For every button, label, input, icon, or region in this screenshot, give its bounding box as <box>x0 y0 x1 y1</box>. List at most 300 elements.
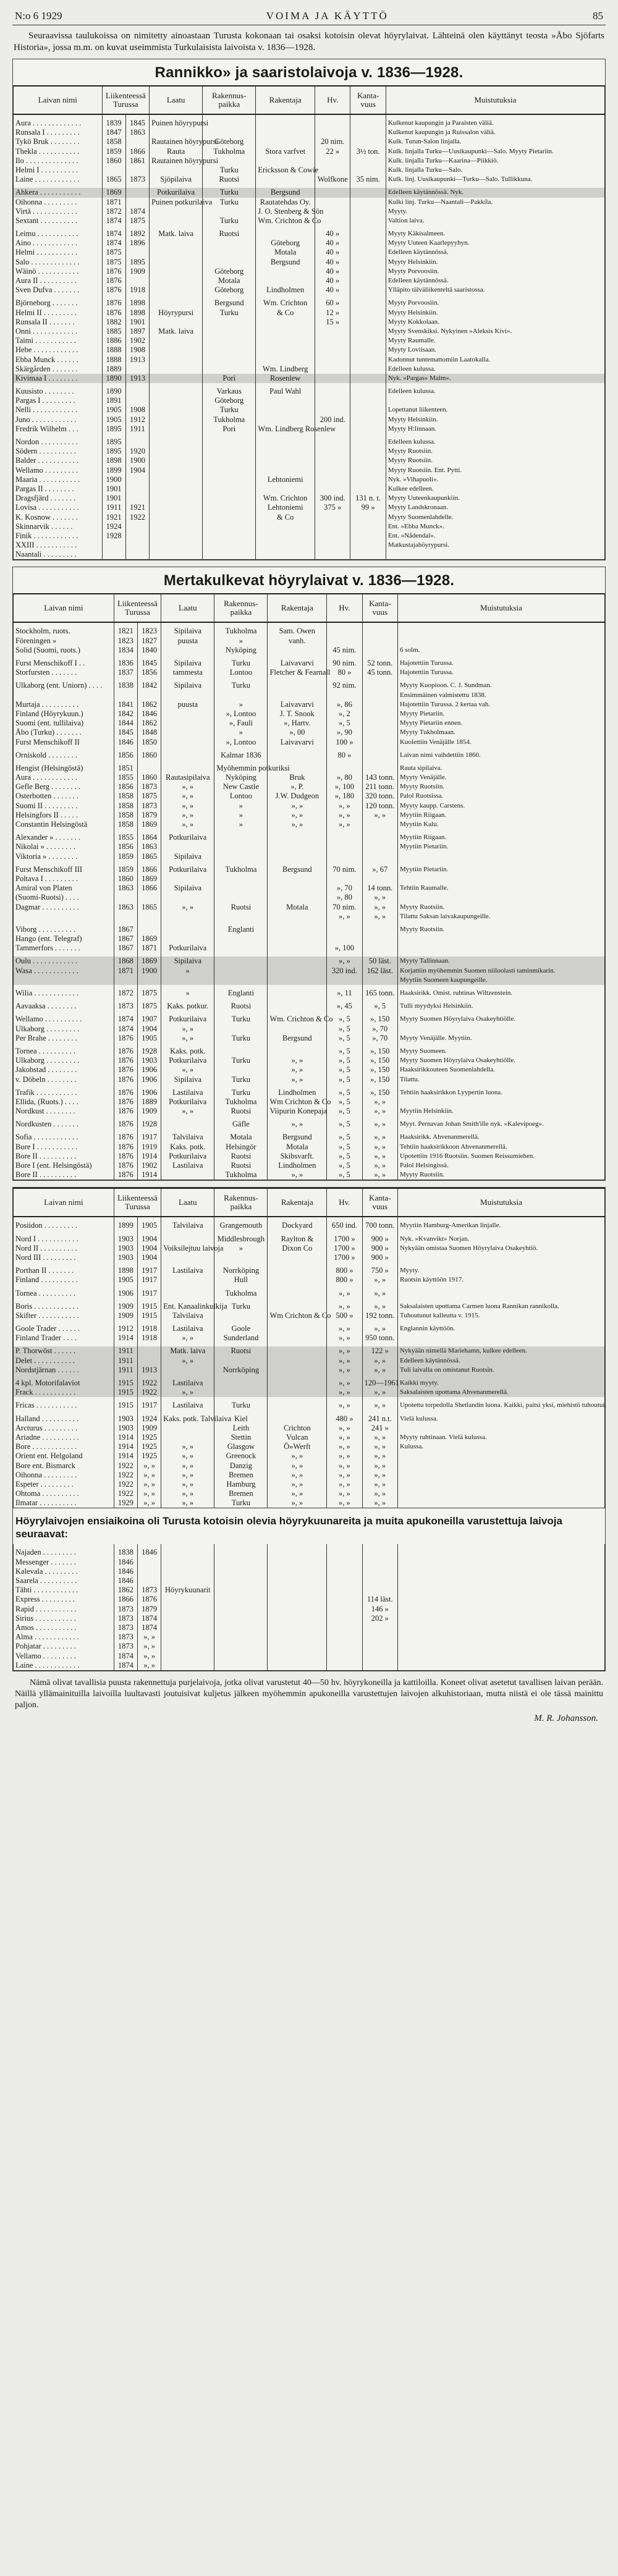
table-cell: », » <box>362 1489 397 1498</box>
table-row <box>14 239 605 248</box>
table-cell <box>268 1324 327 1333</box>
table-cell: 1856 <box>114 842 137 851</box>
remarks-cell: Myyty Ruotsiin. <box>397 903 604 912</box>
table-cell: 99 » <box>350 503 386 512</box>
table-cell <box>203 531 256 541</box>
table-cell: Motala <box>268 903 327 912</box>
table-cell <box>203 365 256 374</box>
ship-name-cell: Furst Menschikoff II <box>14 738 114 747</box>
table-cell: 1904 <box>137 1024 161 1034</box>
table-cell <box>150 466 203 475</box>
table-cell: 1876 <box>114 1097 137 1107</box>
ship-name-cell: Leimu . . . . . . . . . . . <box>14 229 103 239</box>
table-cell: », 5 <box>327 1120 362 1129</box>
table-cell <box>161 976 214 985</box>
table-cell <box>268 842 327 851</box>
table-cell: 1922 <box>125 513 149 522</box>
remarks-cell: Myytiin Riigaan. <box>397 811 604 820</box>
table-cell: 1844 <box>114 719 137 728</box>
remarks-cell: Englannin käyttöön. <box>397 1324 604 1333</box>
table-cell: Bergsund <box>256 258 315 267</box>
table-cell <box>256 447 315 456</box>
table-cell: 20 nim. <box>315 137 350 146</box>
table-cell: Ent. Kanaalinkulkija <box>161 1302 214 1311</box>
table-cell: Wm. Lindberg Rosenlew <box>256 424 315 434</box>
table-cell <box>268 1356 327 1366</box>
table-cell <box>327 925 362 934</box>
table-cell: », 5 <box>327 1075 362 1084</box>
remarks-cell <box>397 1461 604 1471</box>
table-cell <box>256 396 315 405</box>
table-cell <box>125 137 149 146</box>
table-row <box>14 1388 605 1397</box>
table-cell: 1903 <box>114 1235 137 1244</box>
table-cell: Motala <box>203 276 256 285</box>
table-row <box>14 622 605 627</box>
remarks-cell: Laivan nimi vaihdettiin 1860. <box>397 751 604 760</box>
table-cell <box>268 1366 327 1375</box>
table-cell <box>315 405 350 415</box>
remarks-cell: Myyty Suomen Höyrylaiva Osakeyhtiölle. <box>397 1015 604 1024</box>
table-cell: 1863 <box>114 884 137 893</box>
table-cell <box>114 1217 137 1221</box>
table-cell <box>362 874 397 884</box>
table-cell: », 80 <box>327 893 362 902</box>
table-cell <box>125 531 149 541</box>
table-cell: 1845 <box>137 659 161 668</box>
ship-name-cell <box>14 114 103 119</box>
table-cell: », » <box>137 1480 161 1489</box>
table-cell: 1876 <box>114 1120 137 1129</box>
table-cell <box>315 550 350 560</box>
table-cell <box>256 114 315 119</box>
table-cell: Bremen <box>214 1489 268 1498</box>
ship-name-cell: Frack . . . . . . . . . . . <box>14 1388 114 1397</box>
ship-name-cell: Viktoria » . . . . . . . . <box>14 852 114 861</box>
table-cell: », » <box>268 1480 327 1489</box>
table-cell <box>161 842 214 851</box>
remarks-cell: Nyk. »Pargas» Malm». <box>386 374 604 383</box>
table-cell <box>125 475 149 484</box>
ship-name-cell: Murtaja . . . . . . . . . . <box>14 700 114 709</box>
table-cell <box>315 437 350 447</box>
table-cell <box>362 622 397 627</box>
table-cell <box>214 884 268 893</box>
column-header: Hv. <box>315 86 350 114</box>
ship-name-cell: Viborg . . . . . . . . . . <box>14 925 114 934</box>
table-cell: 35 nim. <box>350 175 386 184</box>
table-cell <box>161 728 214 737</box>
ship-name-cell: Express . . . . . . . . . <box>14 1595 114 1604</box>
table-cell <box>268 1595 327 1604</box>
table-row <box>14 728 605 737</box>
table-cell <box>350 466 386 475</box>
table-cell: », » <box>362 1498 397 1508</box>
table-cell: », 150 <box>362 1065 397 1075</box>
table-row <box>14 1311 605 1320</box>
table-cell: », » <box>161 903 214 912</box>
table-cell <box>362 842 397 851</box>
remarks-cell: Tuli laivalla on omistanut Ruotsin. <box>397 1366 604 1375</box>
remarks-cell: Myyty Porvoosiin. <box>386 298 604 308</box>
table-cell <box>150 396 203 405</box>
table-cell <box>327 1605 362 1614</box>
table-cell: 1847 <box>102 128 125 137</box>
table-row <box>14 966 605 976</box>
table-row <box>14 456 605 465</box>
table-row <box>14 188 605 197</box>
table-cell <box>161 646 214 655</box>
remarks-cell: Myyty Raumalle. <box>386 336 604 345</box>
table-cell: 1823 <box>114 636 137 646</box>
table-cell: 1874 <box>137 1623 161 1632</box>
table-cell: Sunderland <box>214 1333 268 1343</box>
table-cell: Lastilaiva <box>161 1324 214 1333</box>
table-cell <box>315 336 350 345</box>
table-cell <box>327 1586 362 1595</box>
table-cell: », » <box>268 1451 327 1461</box>
table-cell <box>150 276 203 285</box>
table-cell <box>161 1567 214 1576</box>
table-cell: 1875 <box>125 216 149 226</box>
running-head <box>12 9 606 25</box>
table-cell <box>350 336 386 345</box>
table-cell: 375 » <box>315 503 350 512</box>
table-block-continued <box>12 1187 606 1671</box>
table-cell <box>256 437 315 447</box>
ship-name-cell: Furst Menschikoff I . . <box>14 659 114 668</box>
ship-name-cell: Nordstjärnan . . . . . . <box>14 1366 114 1375</box>
table-cell <box>161 1558 214 1567</box>
ship-name-cell: Salo . . . . . . . . . . . . . <box>14 258 103 267</box>
table-cell: 1912 <box>114 1324 137 1333</box>
remarks-cell: Kadonnut tuntemattomiin Laatokalla. <box>386 355 604 365</box>
ship-name-cell: Maaria . . . . . . . . . . . <box>14 475 103 484</box>
table-cell <box>150 239 203 248</box>
table-cell: 480 » <box>327 1414 362 1424</box>
table-cell <box>268 1047 327 1056</box>
table-cell: Turku <box>214 1034 268 1043</box>
table-row <box>14 119 605 128</box>
table-cell: Goole <box>214 1324 268 1333</box>
table-cell <box>114 691 137 700</box>
table-cell <box>362 764 397 773</box>
ship-name-cell: Tornea . . . . . . . . . . <box>14 1289 114 1298</box>
table-cell: Rautatehdas Oy. <box>256 198 315 207</box>
table-cell <box>161 1595 214 1604</box>
table-cell: » <box>214 801 268 811</box>
table-cell: Tukholma <box>214 1289 268 1298</box>
table-cell: », » <box>268 801 327 811</box>
table-cell: Turku <box>214 681 268 690</box>
table-cell <box>256 175 315 184</box>
remarks-cell <box>397 1595 604 1604</box>
table-cell: », » <box>268 811 327 820</box>
table-cell <box>315 355 350 365</box>
remarks-cell: Myyty Landskronaan. <box>386 503 604 512</box>
table-cell: », 5 <box>327 1161 362 1170</box>
ship-name-cell: Suomi (ent. tullilaiva) <box>14 719 114 728</box>
table-cell: Englanti <box>214 925 268 934</box>
table-cell <box>268 1217 327 1221</box>
table-cell: », 70 <box>362 1024 397 1034</box>
ship-name-cell: Aura . . . . . . . . . . . . . <box>14 119 103 128</box>
table-cell <box>161 751 214 760</box>
remarks-cell: Kulk. Turun-Salon linjalla. <box>386 137 604 146</box>
table-cell: 1925 <box>137 1442 161 1451</box>
ship-name-cell: Lovisa . . . . . . . . . . . <box>14 503 103 512</box>
table-cell <box>327 1614 362 1623</box>
ship-name-cell: Kalevala . . . . . . . . . <box>14 1567 114 1576</box>
table-cell <box>268 925 327 934</box>
table-cell: », » <box>362 1442 397 1451</box>
table-cell: Lastilaiva <box>161 1401 214 1410</box>
table-cell: 1876 <box>114 1152 137 1161</box>
ship-name-cell: Kuusisto . . . . . . . . <box>14 387 103 396</box>
table-row <box>14 1002 605 1011</box>
table-cell: », » <box>362 1480 397 1489</box>
table-cell: Ruotsi <box>203 229 256 239</box>
table-cell <box>268 1333 327 1343</box>
table-cell: Kaks. potkur. <box>161 1002 214 1011</box>
table-cell: 1875 <box>137 1002 161 1011</box>
remarks-cell: Ent. »Nådendal». <box>386 531 604 541</box>
table-cell: Lastilaiva <box>161 1379 214 1388</box>
table-cell: », » <box>362 1433 397 1442</box>
table-cell: 1906 <box>137 1088 161 1097</box>
table-cell: 1859 <box>102 147 125 156</box>
table-cell: 1866 <box>137 884 161 893</box>
table-row <box>14 646 605 655</box>
table-cell: Sipilaiva <box>161 852 214 861</box>
table-cell: », » <box>161 1471 214 1480</box>
remarks-cell: Edelleen käytännössä. Nyk. <box>386 188 604 197</box>
table-cell: Kaks. potk. <box>161 1142 214 1152</box>
table-cell <box>102 114 125 119</box>
table-cell: 750 » <box>362 1266 397 1275</box>
table-cell: 131 n. t. <box>350 494 386 503</box>
remarks-cell: Myyty Porvoosiin. <box>386 267 604 276</box>
remarks-cell <box>397 1333 604 1343</box>
remarks-cell: Myyty Ruotsiin. Ent. Pytti. <box>386 466 604 475</box>
table-cell: », » <box>327 1289 362 1298</box>
table-row <box>14 550 605 560</box>
table-cell: 1913 <box>125 355 149 365</box>
table-cell: Ruotsi <box>214 1161 268 1170</box>
ship-name-cell: K. Kosnow . . . . . . . <box>14 513 103 522</box>
table-cell: Rautainen höyrypursi <box>150 156 203 166</box>
table-cell: 241 n.t. <box>362 1414 397 1424</box>
remarks-cell: Myyty Ruotsiin. <box>397 925 604 934</box>
table-cell: Dixon Co <box>268 1244 327 1253</box>
table-cell: 1908 <box>125 345 149 355</box>
table-cell <box>161 1120 214 1129</box>
ship-name-cell: Boris . . . . . . . . . . . . <box>14 1302 114 1311</box>
table-cell: 1901 <box>125 318 149 327</box>
table-row <box>14 229 605 239</box>
table-cell <box>327 976 362 985</box>
ship-name-cell: Alma . . . . . . . . . . . . <box>14 1632 114 1642</box>
table-cell: 1876 <box>114 1133 137 1142</box>
table-cell: 1846 <box>114 1567 137 1576</box>
remarks-cell <box>397 1614 604 1623</box>
table-cell: 1898 <box>125 308 149 318</box>
ship-name-cell: Skifter . . . . . . . . . . . <box>14 1311 114 1320</box>
remarks-cell <box>386 550 604 560</box>
ship-name-cell: Furst Menschikoff III <box>14 865 114 874</box>
column-header: Muistutuksia <box>397 1188 604 1217</box>
table-row <box>14 308 605 318</box>
table-cell: Turku <box>203 308 256 318</box>
ship-name-cell: Posiidon . . . . . . . . . <box>14 1221 114 1230</box>
table-cell <box>203 345 256 355</box>
table-cell <box>150 513 203 522</box>
table-cell <box>327 1567 362 1576</box>
table-cell: Bergsund <box>256 188 315 197</box>
table-cell: 1922 <box>114 1480 137 1489</box>
table-cell: », 5 <box>327 1015 362 1024</box>
remarks-cell: Tilattu Saksan laivakaupungeille. <box>397 912 604 921</box>
table-cell <box>150 437 203 447</box>
table-cell <box>161 1652 214 1661</box>
table-cell: Wm. Crichton <box>256 298 315 308</box>
ship-name-cell: Skinnarvik . . . . . . <box>14 522 103 531</box>
table-cell: », » <box>327 1401 362 1410</box>
table-cell: Ruotsi <box>214 1346 268 1356</box>
table-cell <box>315 156 350 166</box>
table-cell: Rautainen höyrypursi <box>150 137 203 146</box>
table-cell: 1873 <box>125 175 149 184</box>
table-cell <box>256 466 315 475</box>
table-cell: 1915 <box>114 1401 137 1410</box>
table-cell: 1903 <box>114 1253 137 1262</box>
table-cell: », » <box>137 1461 161 1471</box>
ship-name-cell: Stockholm, ruots. <box>14 627 114 636</box>
table-cell: Sipilaiva <box>161 884 214 893</box>
remarks-cell <box>397 1024 604 1034</box>
table-cell <box>268 833 327 842</box>
table-cell: 1858 <box>114 811 137 820</box>
table-cell: 1888 <box>102 345 125 355</box>
table-cell: Middlesbrough <box>214 1235 268 1244</box>
table-row <box>14 976 605 985</box>
remarks-cell: Myyty Suomen Höyrylaiva Osakeyhtiölle. <box>397 1056 604 1065</box>
table-cell: », » <box>161 1107 214 1116</box>
table-cell: 1911 <box>114 1356 137 1366</box>
table-cell <box>315 466 350 475</box>
column-header: Laivan nimi <box>14 594 114 622</box>
table-cell: Vulcan <box>268 1433 327 1442</box>
table-cell: Motala <box>268 1142 327 1152</box>
remarks-cell: Myyty Uuteenkaupunkiin. <box>386 494 604 503</box>
table-row <box>14 137 605 146</box>
table-cell <box>327 1661 362 1671</box>
table-cell <box>350 531 386 541</box>
table-cell: 1905 <box>137 1221 161 1230</box>
table-cell <box>214 1379 268 1388</box>
table-cell <box>214 622 268 627</box>
table-row <box>14 709 605 719</box>
table-cell: 40 » <box>315 239 350 248</box>
table-cell: 1918 <box>125 285 149 295</box>
table-cell <box>327 1652 362 1661</box>
column-header: Rakennus-paikka <box>214 594 268 622</box>
remarks-cell <box>397 893 604 902</box>
table-row <box>14 522 605 531</box>
table-cell: » <box>214 636 268 646</box>
table-cell <box>362 944 397 953</box>
table-cell: 1860 <box>137 773 161 782</box>
table-row <box>14 627 605 636</box>
table-cell <box>114 622 137 627</box>
table-cell: 1898 <box>102 456 125 465</box>
table-cell <box>203 475 256 484</box>
table-cell: Lastilaiva <box>161 1161 214 1170</box>
ship-name-cell: Sirius . . . . . . . . . . . <box>14 1614 114 1623</box>
table-cell: », 100 <box>327 782 362 792</box>
table-cell <box>150 166 203 175</box>
table-row <box>14 318 605 327</box>
ship-name-cell: Bore I (ent. Helsingöstä) <box>14 1161 114 1170</box>
table-cell <box>256 267 315 276</box>
table-cell: », » <box>362 912 397 921</box>
table-cell: », » <box>268 1471 327 1480</box>
table-cell: 1922 <box>137 1388 161 1397</box>
ship-name-cell: Osterbotten . . . . . . . <box>14 792 114 801</box>
table-cell: 1900 <box>137 966 161 976</box>
remarks-cell: Tulli myydyksi Helsinkiin. <box>397 1002 604 1011</box>
table-row <box>14 207 605 216</box>
table-cell: 1903 <box>114 1244 137 1253</box>
table-cell: Bergsund <box>268 1133 327 1142</box>
table-row <box>14 1217 605 1221</box>
author-signature: M. R. Johansson. <box>534 1713 598 1723</box>
table-cell: », 180 <box>327 792 362 801</box>
table-row <box>14 811 605 820</box>
table-coastal <box>13 85 605 560</box>
table-cell <box>256 128 315 137</box>
ship-name-cell: Balder . . . . . . . . . . . <box>14 456 103 465</box>
table-cell: », 90 <box>327 728 362 737</box>
subheading-steam-schooners: Höyrylaivojen ensiaikoina oli Turusta kotoisin olevia höyrykuunareita ja muita apukoneilla varustettuja laivoja seuraavat: <box>15 1515 562 1540</box>
table-cell <box>125 541 149 550</box>
table-cell: », 70 <box>327 884 362 893</box>
table-cell: 1875 <box>102 248 125 257</box>
table-cell <box>315 396 350 405</box>
table-cell: Turku <box>214 1075 268 1084</box>
table-cell: 1863 <box>114 903 137 912</box>
table-cell <box>268 1414 327 1424</box>
table-cell: 1879 <box>137 811 161 820</box>
table-cell <box>214 1576 268 1586</box>
table-cell <box>125 276 149 285</box>
table-cell <box>350 207 386 216</box>
ship-name-cell: Hebe . . . . . . . . . . . . <box>14 345 103 355</box>
ship-name-cell: Goole Trader . . . . . . <box>14 1324 114 1333</box>
table-cell: 1889 <box>102 365 125 374</box>
table-cell: », » <box>161 1388 214 1397</box>
table-cell: », » <box>327 1366 362 1375</box>
remarks-cell <box>397 1567 604 1576</box>
table-cell <box>350 137 386 146</box>
ship-name-cell: Naantali . . . . . . . . . <box>14 550 103 560</box>
table-cell: », » <box>327 1489 362 1498</box>
remarks-cell: 6 solm. <box>397 646 604 655</box>
table-cell: 1895 <box>102 437 125 447</box>
table-cell <box>125 365 149 374</box>
remarks-cell: Myyty Kuopioon. C. J. Sundman. <box>397 681 604 690</box>
remarks-cell: Myyty ruhtinaan. Vielä kulussa. <box>397 1433 604 1442</box>
